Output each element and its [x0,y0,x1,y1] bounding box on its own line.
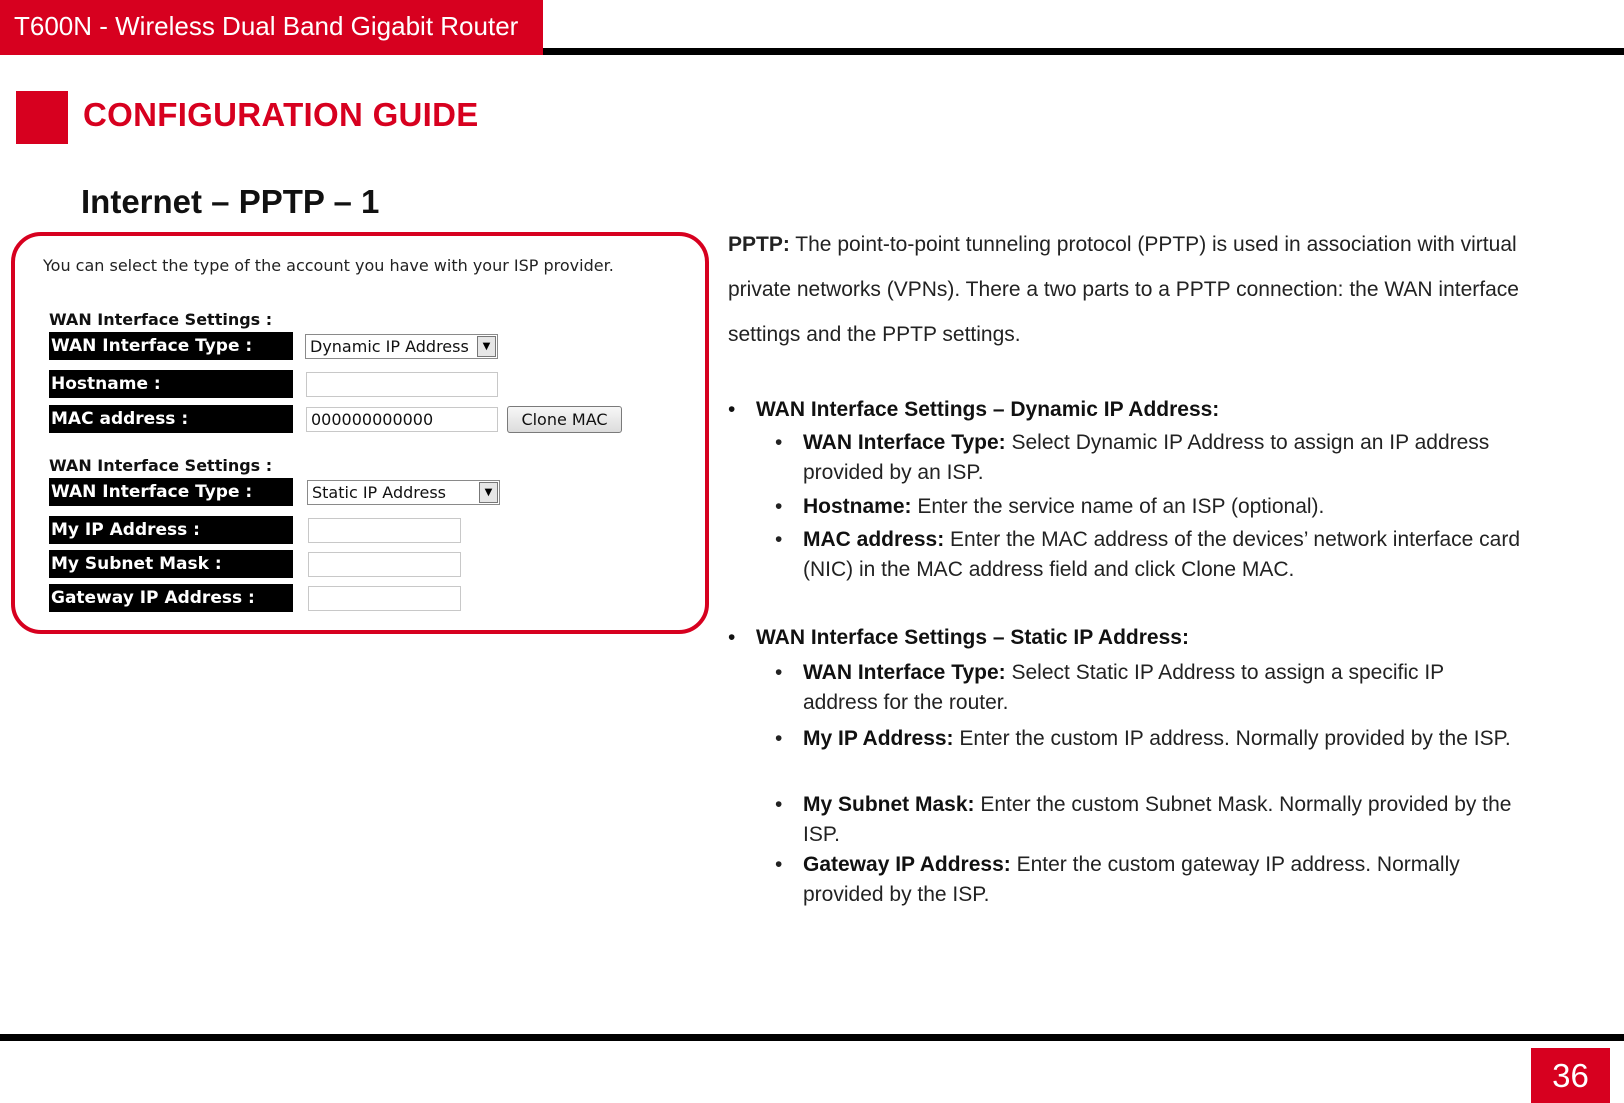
gateway-ip-input[interactable] [308,586,461,611]
item-term: Gateway IP Address: [803,853,1011,876]
item-text: Enter the custom Subnet Mask. Normally provided by the ISP. [803,793,1512,846]
item-term: WAN Interface Type: [803,661,1006,684]
bullet-icon: • [775,495,783,518]
hostname-input[interactable] [306,372,498,397]
settings-screenshot [11,232,709,634]
item-term: My Subnet Mask: [803,793,975,816]
bullet-icon: • [775,793,783,816]
list-item [775,492,1523,522]
mac-address-label: MAC address : [49,405,293,433]
chevron-down-icon: ▼ [477,336,496,357]
wan-type-label-static: WAN Interface Type : [49,478,293,506]
header-rule [543,48,1624,55]
guide-marker [16,91,68,144]
my-ip-label: My IP Address : [49,516,293,544]
chevron-down-icon: ▼ [479,482,498,503]
product-title: T600N - Wireless Dual Band Gigabit Router [0,0,543,55]
dynamic-section-heading [728,398,1219,422]
list-item [775,850,1523,910]
static-heading-text: WAN Interface Settings – Static IP Address: [756,626,1189,649]
guide-title: CONFIGURATION GUIDE [83,96,479,133]
item-text: Select Dynamic IP Address to assign an IP address provided by an ISP. [803,431,1490,484]
group-title-dynamic: WAN Interface Settings : [49,310,273,329]
item-text: Enter the custom IP address. Normally provided by the ISP. [953,727,1511,750]
pptp-term: PPTP: [728,233,790,256]
bullet-icon: • [775,853,783,876]
item-text: Enter the MAC address of the devices’ network interface card (NIC) in the MAC address field and click Clone MAC. [803,528,1521,581]
item-term: MAC address: [803,528,945,551]
static-section-heading [728,626,1189,650]
list-item [775,525,1523,585]
mac-address-input[interactable]: 000000000000 [306,407,498,432]
item-term: My IP Address: [803,727,954,750]
item-text: Enter the service name of an ISP (optional). [911,495,1325,518]
pptp-description: The point-to-point tunneling protocol (PPTP) is used in association with virtual private networks (VPNs). There a two parts to a PPTP connection: the WAN interface settings and the PPTP settings. [728,233,1519,346]
wan-type-value-static: Static IP Address [312,483,447,502]
pptp-intro [728,222,1528,357]
section-title: Internet – PPTP – 1 [81,183,380,220]
hostname-label: Hostname : [49,370,293,398]
panel-intro: You can select the type of the account you have with your ISP provider. [43,256,614,275]
bullet-icon: • [775,661,783,684]
wan-type-select-static[interactable] [307,480,500,505]
my-ip-input[interactable] [308,518,461,543]
group-title-static: WAN Interface Settings : [49,456,273,475]
bullet-icon: • [775,727,783,750]
dynamic-heading-text: WAN Interface Settings – Dynamic IP Address: [756,398,1220,421]
wan-type-value-dynamic: Dynamic IP Address [310,337,469,356]
list-item [775,721,1523,757]
list-item [775,428,1523,488]
page-number: 36 [1531,1048,1610,1103]
item-text: Select Static IP Address to assign a specific IP address for the router. [803,661,1444,714]
item-text: Enter the custom gateway IP address. Normally provided by the ISP. [803,853,1460,906]
bullet-icon: • [728,626,736,649]
gateway-ip-label: Gateway IP Address : [49,584,293,612]
clone-mac-button[interactable]: Clone MAC [507,406,622,433]
wan-type-select-dynamic[interactable] [305,334,498,359]
bullet-icon: • [775,528,783,551]
subnet-mask-label: My Subnet Mask : [49,550,293,578]
item-term: Hostname: [803,495,912,518]
list-item [775,658,1523,718]
subnet-mask-input[interactable] [308,552,461,577]
footer-rule [0,1034,1624,1041]
bullet-icon: • [728,398,736,421]
list-item [775,790,1523,850]
item-term: WAN Interface Type: [803,431,1006,454]
bullet-icon: • [775,431,783,454]
wan-type-label-dynamic: WAN Interface Type : [49,332,293,360]
